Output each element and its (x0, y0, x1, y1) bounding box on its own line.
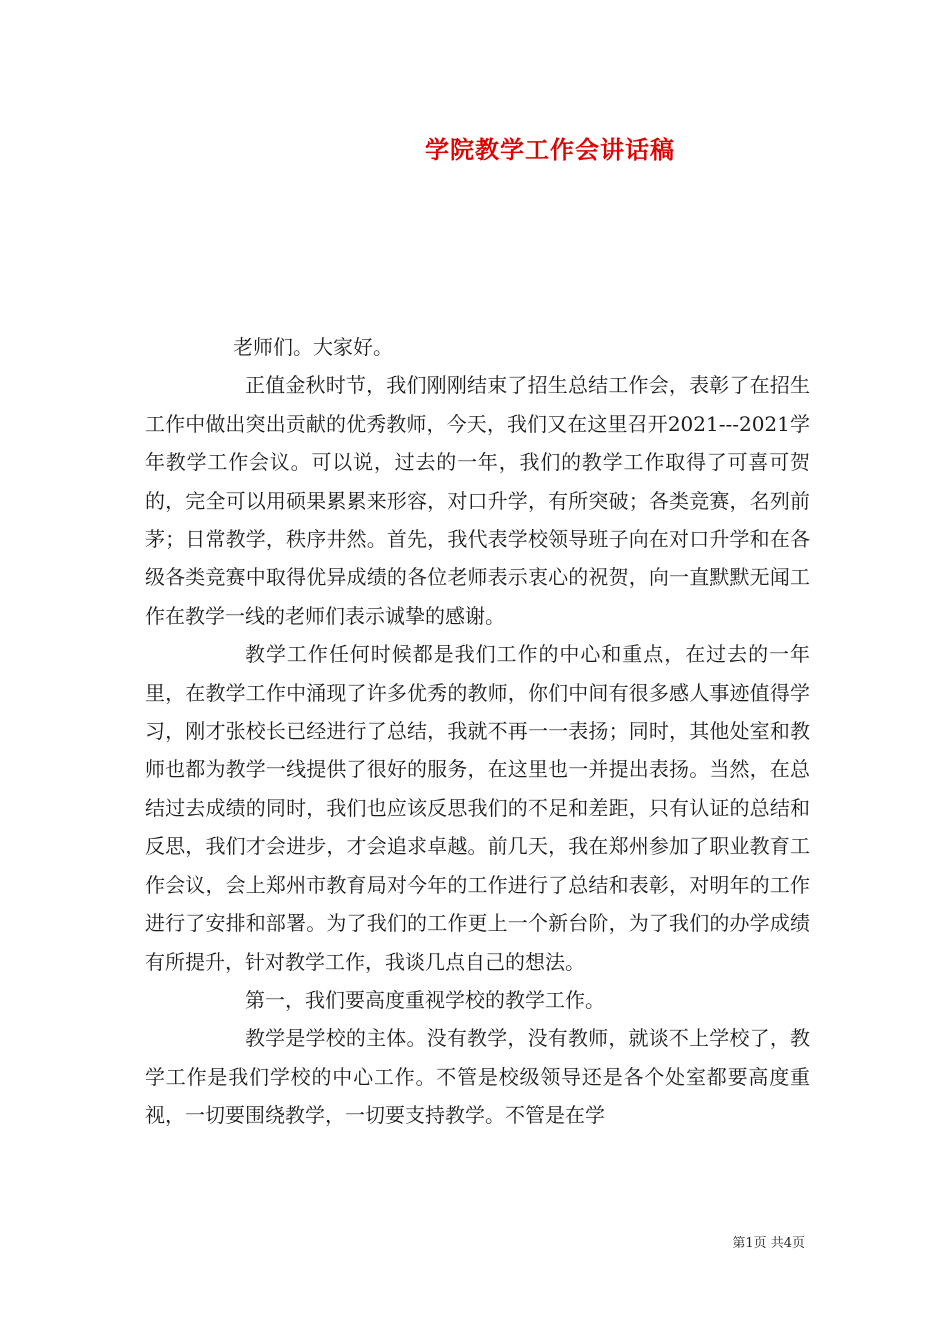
document-body (145, 328, 810, 1135)
document-title: 学院教学工作会讲话稿 (425, 136, 675, 164)
page-number: 第1页 共4页 (732, 1236, 805, 1251)
paragraph-1: 正值金秋时节，我们刚刚结束了招生总结工作会，表彰了在招生工作中做出突出贡献的优秀教师，今天，我们又在这里召开2021---2021学年教学工作会议。可以说，过去的一年，我们的教学工作取得了可喜可贺的，完全可以用硕果累累来形容，对口升学，有所突破；各类竞赛，名列前茅；日常教学，秩序井然。首先，我代表学校领导班子向在对口升学和在各级各类竞赛中取得优异成绩的各位老师表示衷心的祝贺，向一直默默无闻工作在教学一线的老师们表示诚挚的感谢。 (145, 373, 810, 628)
greeting: 老师们。大家好。 (233, 335, 393, 359)
paragraph-2: 教学工作任何时候都是我们工作的中心和重点，在过去的一年里，在教学工作中涌现了许多优秀的教师，你们中间有很多感人事迹值得学习，刚才张校长已经进行了总结，我就不再一一表扬；同时，其他处室和教师也都为教学一线提供了很好的服务，在这里也一并提出表扬。当然，在总结过去成绩的同时，我们也应该反思我们的不足和差距，只有认证的总结和反思，我们才会进步，才会追求卓越。前几天，我在郑州参加了职业教育工作会议，会上郑州市教育局对今年的工作进行了总结和表彰，对明年的工作进行了安排和部署。为了我们的工作更上一个新台阶，为了我们的办学成绩有所提升，针对教学工作，我谈几点自己的想法。 (145, 642, 810, 974)
paragraph-3: 第一，我们要高度重视学校的教学工作。 (245, 987, 605, 1012)
paragraph-4: 教学是学校的主体。没有教学，没有教师，就谈不上学校了，教学工作是我们学校的中心工作。不管是校级领导还是各个处室都要高度重视，一切要围绕教学，一切要支持教学。不管是在学 (145, 1026, 810, 1128)
